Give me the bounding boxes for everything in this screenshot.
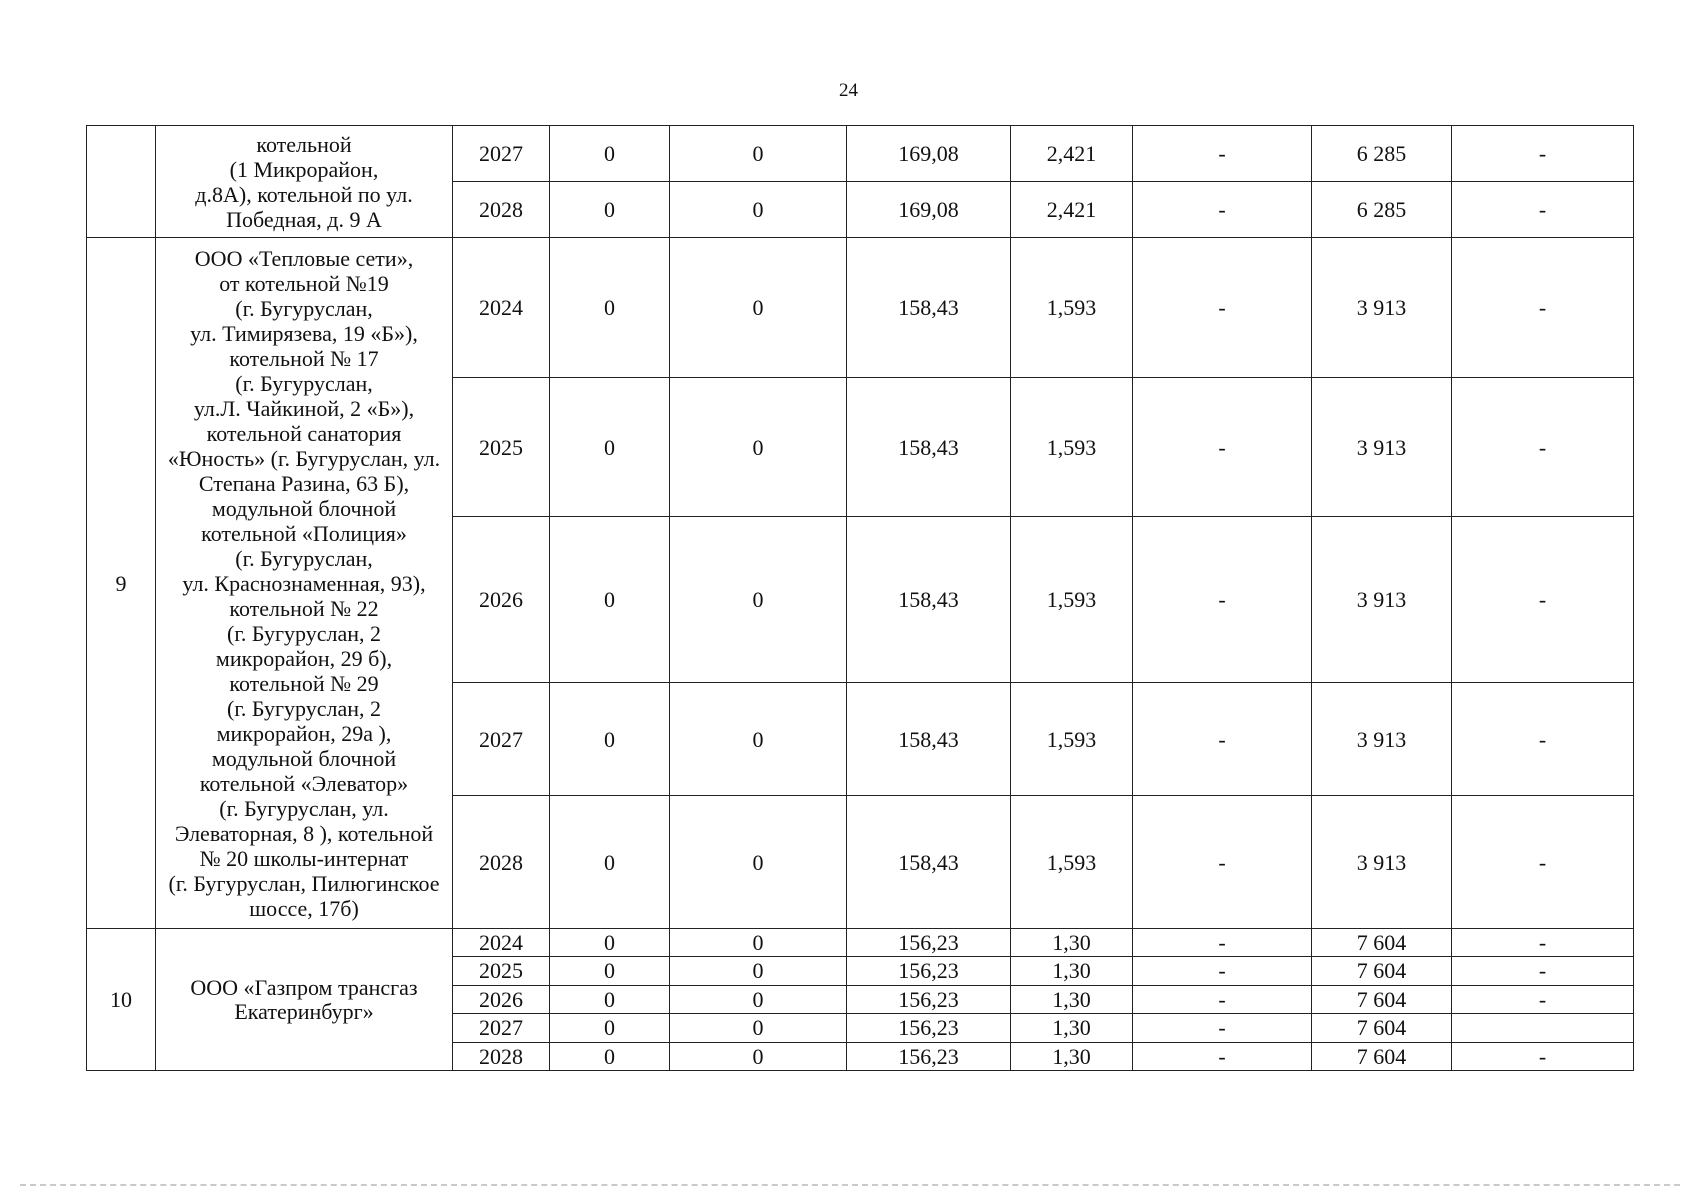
- value-cell-2: 0: [670, 238, 847, 378]
- table-row: [87, 126, 1634, 182]
- year-cell: 2028: [453, 796, 550, 929]
- value-cell-6: 7 604: [1312, 986, 1452, 1014]
- value-cell-7: -: [1452, 182, 1634, 238]
- value-cell-2: 0: [670, 796, 847, 929]
- year-cell: 2028: [453, 1043, 550, 1071]
- year-cell: 2025: [453, 378, 550, 517]
- value-cell-3: 156,23: [847, 929, 1011, 957]
- value-cell-4: 1,593: [1011, 238, 1133, 378]
- value-cell-6: 6 285: [1312, 126, 1452, 182]
- value-cell-2: 0: [670, 683, 847, 796]
- organization-name-cell: ООО «Тепловые сети», от котельной №19 (г. Бугуруслан, ул. Тимирязева, 19 «Б»), котельной № 17 (г. Бугуруслан, ул.Л. Чайкиной, 2 «Б»), котельной санатория «Юность» (г. Бугуруслан, ул. Степана Разина, 63 Б), модульной блочной котельной «Полиция» (г. Бугуруслан, ул. Краснознаменная, 93), котельной № 22 (г. Бугуруслан, 2 микрорайон, 29 б), котельной № 29 (г. Бугуруслан, 2 микрорайон, 29а ), модульной блочной котельной «Элеватор» (г. Бугуруслан, ул. Элеваторная, 8 ), котельной № 20 школы-интернат (г. Бугуруслан, Пилюгинское шоссе, 17б): [156, 238, 453, 929]
- year-cell: 2028: [453, 182, 550, 238]
- year-cell: 2025: [453, 957, 550, 986]
- value-cell-5: -: [1133, 986, 1312, 1014]
- value-cell-6: 3 913: [1312, 238, 1452, 378]
- value-cell-4: 1,30: [1011, 1014, 1133, 1043]
- value-cell-1: 0: [550, 796, 670, 929]
- value-cell-7: -: [1452, 126, 1634, 182]
- value-cell-1: 0: [550, 1014, 670, 1043]
- value-cell-3: 156,23: [847, 957, 1011, 986]
- group-number-cell: 10: [87, 929, 156, 1071]
- year-cell: 2024: [453, 929, 550, 957]
- value-cell-2: 0: [670, 182, 847, 238]
- value-cell-7: -: [1452, 796, 1634, 929]
- value-cell-2: 0: [670, 929, 847, 957]
- value-cell-1: 0: [550, 126, 670, 182]
- value-cell-5: -: [1133, 683, 1312, 796]
- value-cell-1: 0: [550, 378, 670, 517]
- scan-edge-divider: [20, 1184, 1680, 1186]
- group-number-cell: [87, 126, 156, 238]
- group-number-cell: 9: [87, 238, 156, 929]
- organization-name-cell: ООО «Газпром трансгаз Екатеринбург»: [156, 929, 453, 1071]
- value-cell-4: 1,593: [1011, 796, 1133, 929]
- value-cell-7: -: [1452, 378, 1634, 517]
- value-cell-2: 0: [670, 986, 847, 1014]
- value-cell-1: 0: [550, 517, 670, 683]
- value-cell-3: 158,43: [847, 238, 1011, 378]
- value-cell-1: 0: [550, 182, 670, 238]
- value-cell-4: 1,593: [1011, 683, 1133, 796]
- value-cell-5: -: [1133, 796, 1312, 929]
- value-cell-3: 169,08: [847, 182, 1011, 238]
- table-body: [87, 126, 1634, 1071]
- value-cell-2: 0: [670, 378, 847, 517]
- year-cell: 2027: [453, 683, 550, 796]
- value-cell-3: 156,23: [847, 1043, 1011, 1071]
- value-cell-1: 0: [550, 238, 670, 378]
- value-cell-6: 3 913: [1312, 796, 1452, 929]
- year-cell: 2026: [453, 986, 550, 1014]
- value-cell-6: 7 604: [1312, 1014, 1452, 1043]
- value-cell-3: 158,43: [847, 796, 1011, 929]
- value-cell-4: 1,30: [1011, 1043, 1133, 1071]
- value-cell-6: 3 913: [1312, 683, 1452, 796]
- year-cell: 2027: [453, 1014, 550, 1043]
- value-cell-5: -: [1133, 238, 1312, 378]
- value-cell-3: 156,23: [847, 1014, 1011, 1043]
- value-cell-1: 0: [550, 929, 670, 957]
- value-cell-4: 1,30: [1011, 929, 1133, 957]
- value-cell-3: 156,23: [847, 986, 1011, 1014]
- value-cell-4: 1,30: [1011, 957, 1133, 986]
- tariff-table: [86, 125, 1634, 1071]
- value-cell-6: 7 604: [1312, 1043, 1452, 1071]
- value-cell-7: -: [1452, 517, 1634, 683]
- page-number: 24: [839, 80, 858, 101]
- value-cell-5: -: [1133, 1043, 1312, 1071]
- value-cell-1: 0: [550, 986, 670, 1014]
- value-cell-2: 0: [670, 126, 847, 182]
- value-cell-5: -: [1133, 957, 1312, 986]
- value-cell-6: 7 604: [1312, 957, 1452, 986]
- table-row: [87, 929, 1634, 957]
- year-cell: 2024: [453, 238, 550, 378]
- value-cell-7: -: [1452, 957, 1634, 986]
- value-cell-7: [1452, 1014, 1634, 1043]
- year-cell: 2026: [453, 517, 550, 683]
- value-cell-4: 2,421: [1011, 126, 1133, 182]
- value-cell-5: -: [1133, 929, 1312, 957]
- value-cell-1: 0: [550, 683, 670, 796]
- value-cell-5: -: [1133, 126, 1312, 182]
- value-cell-4: 2,421: [1011, 182, 1133, 238]
- value-cell-3: 158,43: [847, 517, 1011, 683]
- organization-name-cell: котельной (1 Микрорайон, д.8А), котельной по ул. Победная, д. 9 А: [156, 126, 453, 238]
- table-row: [87, 238, 1634, 378]
- value-cell-3: 169,08: [847, 126, 1011, 182]
- value-cell-6: 3 913: [1312, 517, 1452, 683]
- value-cell-2: 0: [670, 1014, 847, 1043]
- value-cell-5: -: [1133, 1014, 1312, 1043]
- value-cell-4: 1,30: [1011, 986, 1133, 1014]
- value-cell-6: 6 285: [1312, 182, 1452, 238]
- value-cell-3: 158,43: [847, 378, 1011, 517]
- value-cell-7: -: [1452, 1043, 1634, 1071]
- value-cell-6: 3 913: [1312, 378, 1452, 517]
- value-cell-7: -: [1452, 929, 1634, 957]
- value-cell-4: 1,593: [1011, 378, 1133, 517]
- value-cell-2: 0: [670, 957, 847, 986]
- value-cell-5: -: [1133, 378, 1312, 517]
- value-cell-7: -: [1452, 683, 1634, 796]
- value-cell-7: -: [1452, 238, 1634, 378]
- value-cell-1: 0: [550, 1043, 670, 1071]
- value-cell-1: 0: [550, 957, 670, 986]
- value-cell-7: -: [1452, 986, 1634, 1014]
- value-cell-2: 0: [670, 517, 847, 683]
- value-cell-6: 7 604: [1312, 929, 1452, 957]
- value-cell-5: -: [1133, 182, 1312, 238]
- year-cell: 2027: [453, 126, 550, 182]
- value-cell-3: 158,43: [847, 683, 1011, 796]
- value-cell-5: -: [1133, 517, 1312, 683]
- value-cell-4: 1,593: [1011, 517, 1133, 683]
- value-cell-2: 0: [670, 1043, 847, 1071]
